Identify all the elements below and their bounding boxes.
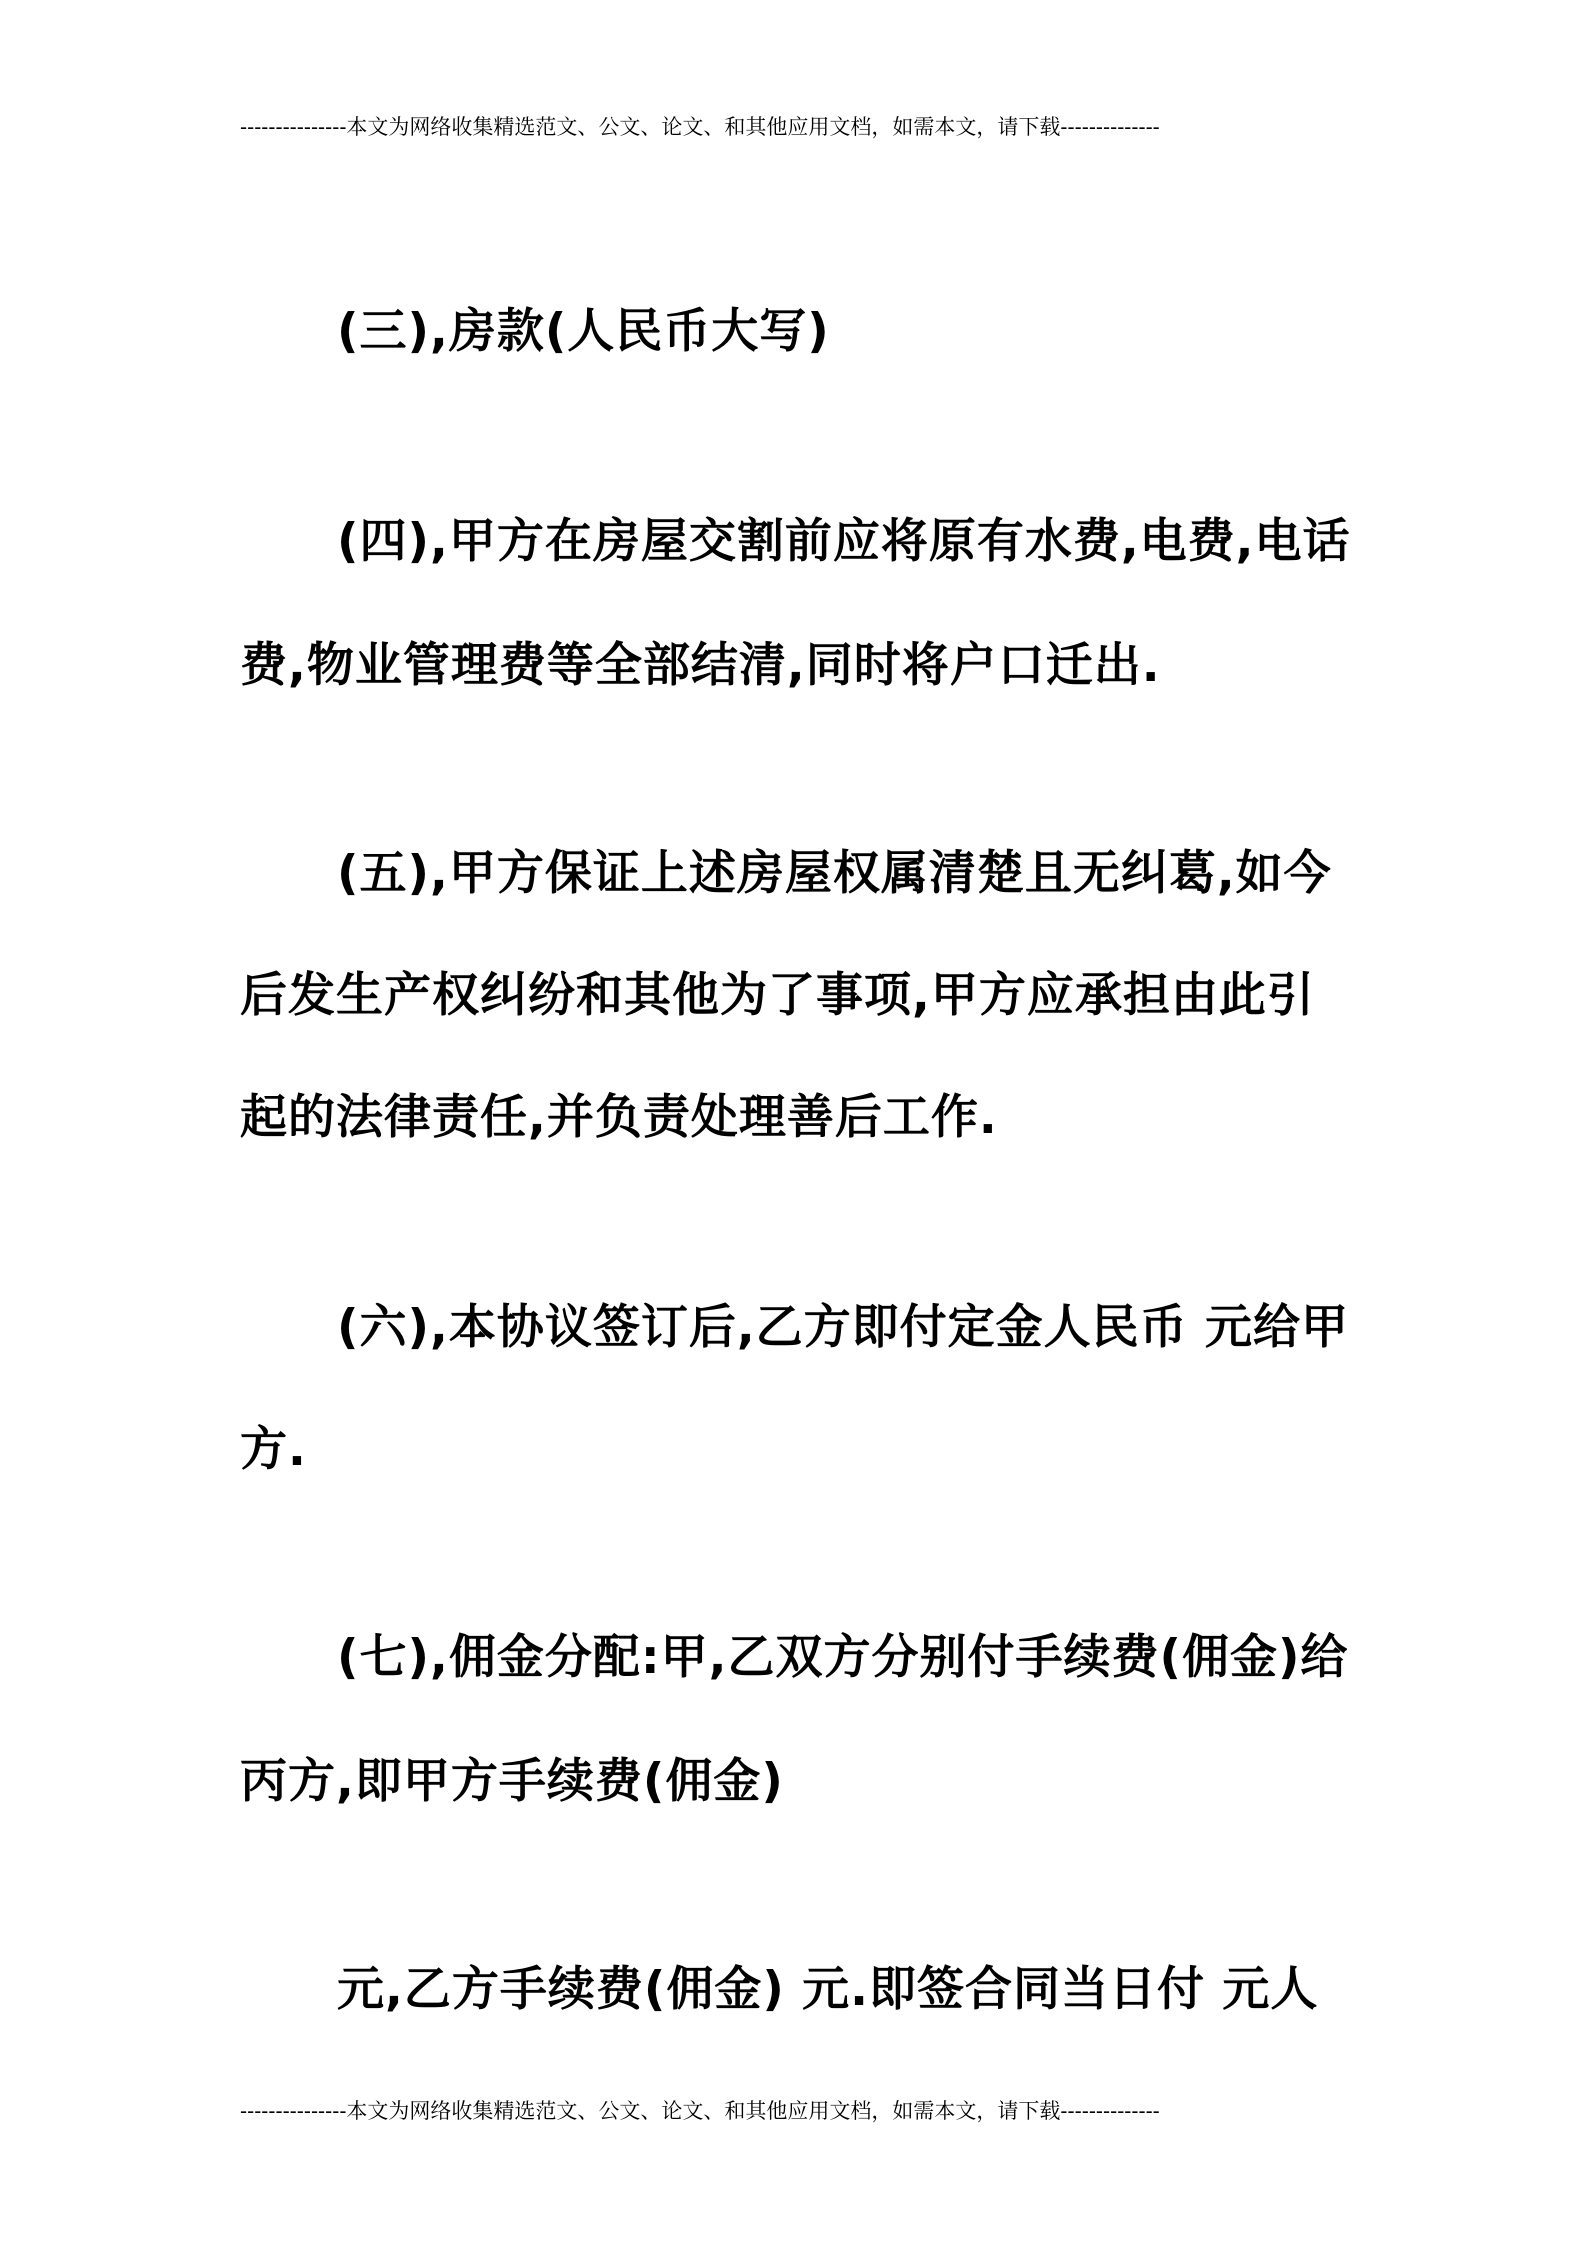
paragraph-line: 丙方,即甲方手续费(佣金) xyxy=(240,1754,784,1809)
paragraph-line: (三),房款(人民币大写) xyxy=(337,304,830,359)
page-header: ---------------本文为网络收集精选范文、公文、论文、和其他应用文档，如需本文，请下载-------------- xyxy=(240,115,1160,139)
paragraph-line: 后发生产权纠纷和其他为了事项,甲方应承担由此引 xyxy=(240,968,1315,1023)
paragraph-line: 方. xyxy=(240,1422,307,1477)
paragraph-line: (七),佣金分配:甲,乙双方分别付手续费(佣金)给 xyxy=(337,1630,1349,1685)
paragraph-line: 元,乙方手续费(佣金) 元.即签合同当日付 元人 xyxy=(337,1962,1319,2017)
paragraph-line: 起的法律责任,并负责处理善后工作. xyxy=(240,1090,998,1145)
paragraph-line: (五),甲方保证上述房屋权属清楚且无纠葛,如今 xyxy=(337,846,1332,901)
paragraph-line: 费,物业管理费等全部结清,同时将户口迁出. xyxy=(240,638,1161,693)
paragraph-line: (六),本协议签订后,乙方即付定金人民币 元给甲 xyxy=(337,1300,1350,1355)
page-footer: ---------------本文为网络收集精选范文、公文、论文、和其他应用文档，如需本文，请下载-------------- xyxy=(240,2099,1160,2123)
paragraph-line: (四),甲方在房屋交割前应将原有水费,电费,电话 xyxy=(337,514,1351,569)
